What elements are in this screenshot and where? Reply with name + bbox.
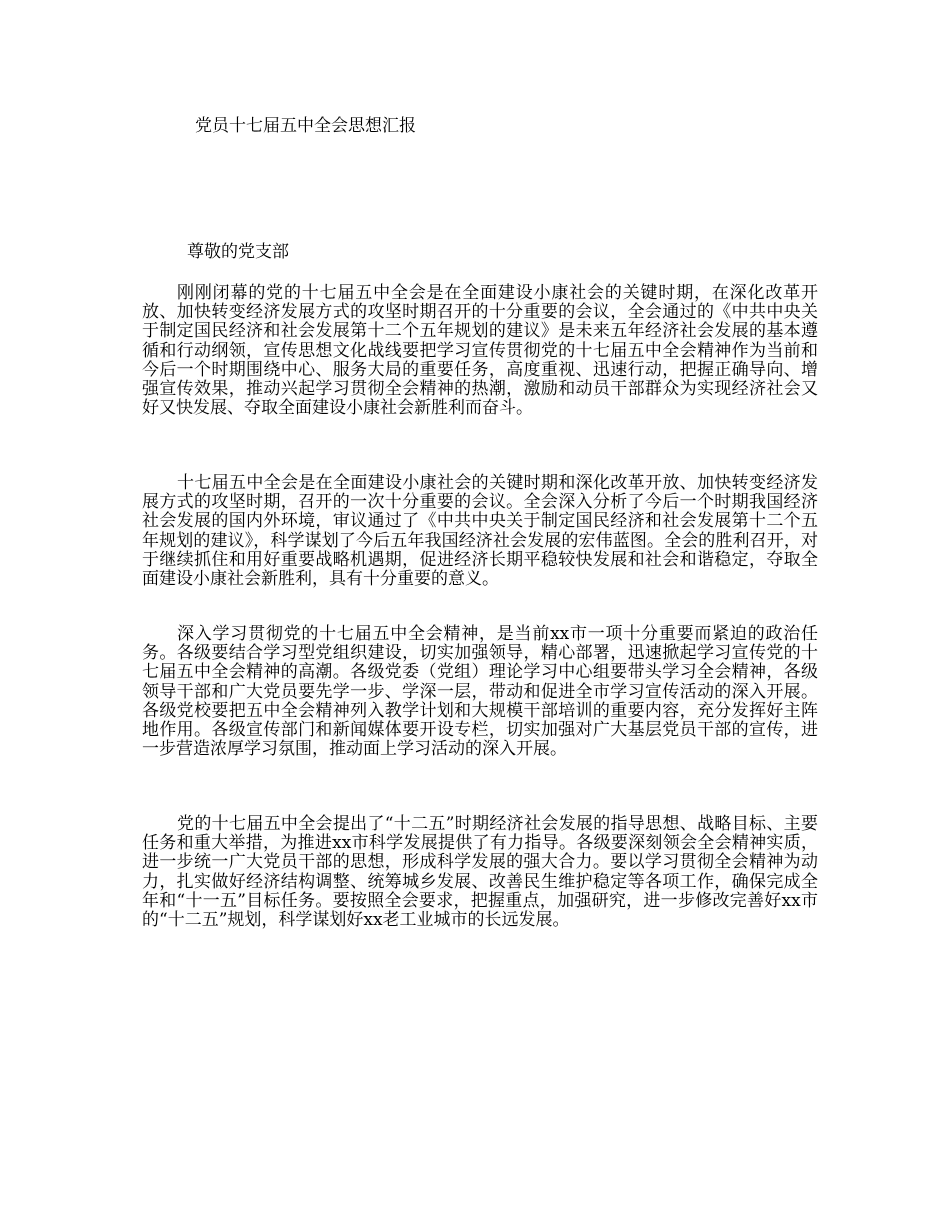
paragraph-4: 党的十七届五中全会提出了“十二五”时期经济社会发展的指导思想、战略目标、主要任务和重大举措，为推进xx市科学发展提供了有力指导。各级要深刻领会全会精神实质，进一步统一广大党员干部的思想，形成科学发展的强大合力。要以学习贯彻全会精神为动力，扎实做好经济结构调整、统筹城乡发展、改善民生维护稳定等各项工作，确保完成全年和“十一五”目标任务。要按照全会要求，把握重点，加强研究，进一步修改完善好xx市的“十二五”规划，科学谋划好xx老工业城市的长远发展。	[142, 814, 818, 931]
salutation: 尊敬的党支部	[187, 242, 289, 262]
document-title: 党员十七届五中全会思想汇报	[195, 116, 416, 136]
paragraph-1: 刚刚闭幕的党的十七届五中全会是在全面建设小康社会的关键时期，在深化改革开放、加快转变经济发展方式的攻坚时期召开的十分重要的会议，全会通过的《中共中央关于制定国民经济和社会发展第十二个五年规划的建议》是未来五年经济社会发展的基本遵循和行动纲领，宣传思想文化战线要把学习宣传贯彻党的十七届五中全会精神作为当前和今后一个时期围绕中心、服务大局的重要任务，高度重视、迅速行动，把握正确导向、增强宣传效果，推动兴起学习贯彻全会精神的热潮，激励和动员干部群众为实现经济社会又好又快发展、夺取全面建设小康社会新胜利而奋斗。	[142, 283, 818, 419]
paragraph-3: 深入学习贯彻党的十七届五中全会精神，是当前xx市一项十分重要而紧迫的政治任务。各级要结合学习型党组织建设，切实加强领导，精心部署，迅速掀起学习宣传党的十七届五中全会精神的高潮。各级党委（党组）理论学习中心组要带头学习全会精神，各级领导干部和广大党员要先学一步、学深一层，带动和促进全市学习宣传活动的深入开展。各级党校要把五中全会精神列入教学计划和大规模干部培训的重要内容，充分发挥好主阵地作用。各级宣传部门和新闻媒体要开设专栏，切实加强对广大基层党员干部的宣传，进一步营造浓厚学习氛围，推动面上学习活动的深入开展。	[142, 624, 818, 760]
paragraph-2: 十七届五中全会是在全面建设小康社会的关键时期和深化改革开放、加快转变经济发展方式的攻坚时期，召开的一次十分重要的会议。全会深入分析了今后一个时期我国经济社会发展的国内外环境，审议通过了《中共中央关于制定国民经济和社会发展第十二个五年规划的建议》，科学谋划了今后五年我国经济社会发展的宏伟蓝图。全会的胜利召开，对于继续抓住和用好重要战略机遇期，促进经济长期平稳较快发展和社会和谐稳定，夺取全面建设小康社会新胜利，具有十分重要的意义。	[142, 473, 818, 590]
